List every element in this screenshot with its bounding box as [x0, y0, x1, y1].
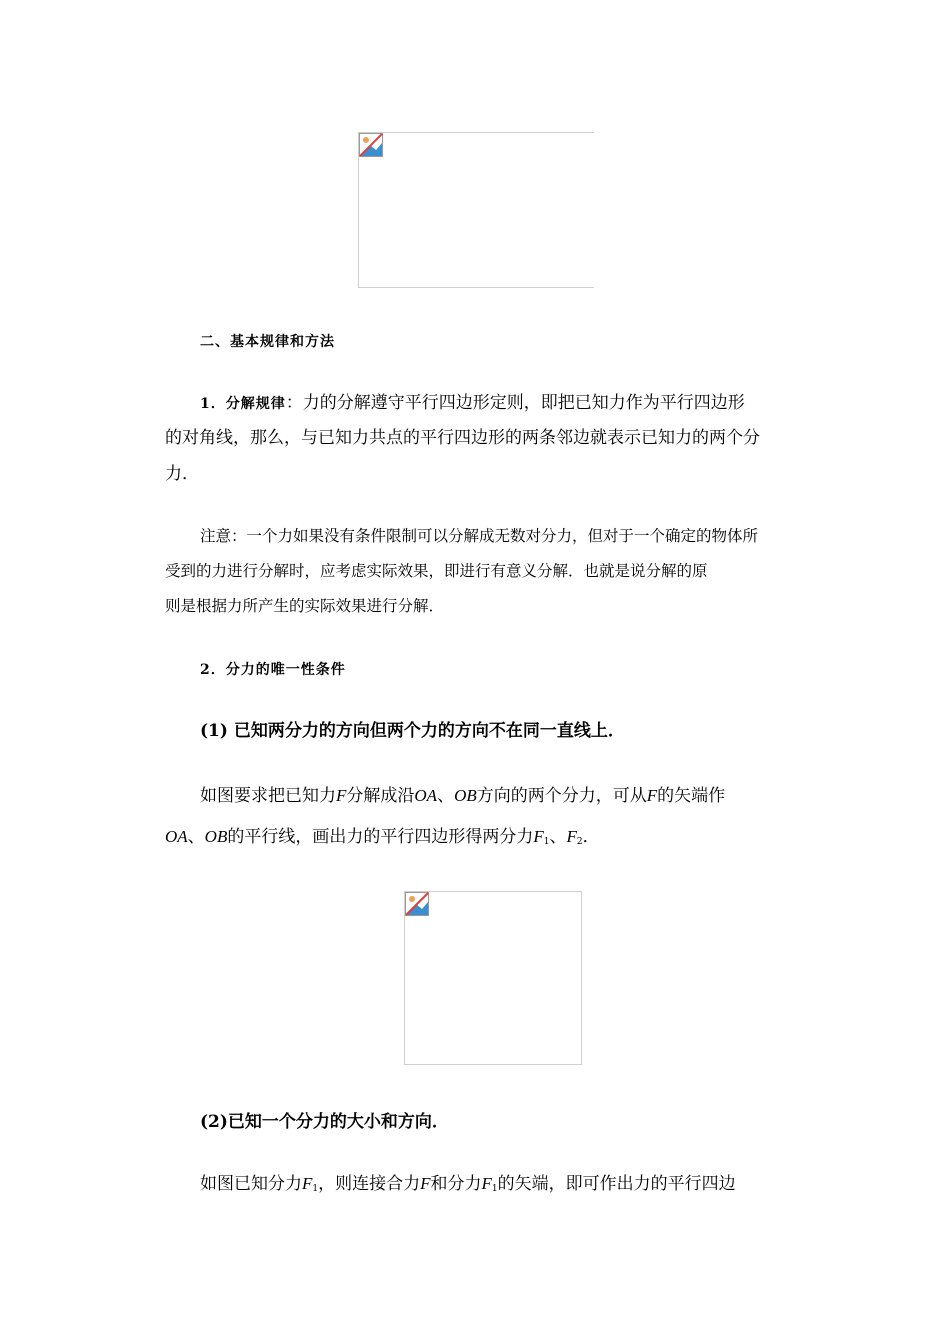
- case2-line1: 如图已知分力$F_1$，则连接合力F和分力$F_1$的矢端，即可作出力的平行四边: [200, 1174, 736, 1194]
- rule1-label: 1．分解规律: [200, 396, 286, 412]
- note-line3: 则是根据力所产生的实际效果进行分解．: [165, 597, 445, 615]
- note-line1: 注意：一个力如果没有条件限制可以分解成无数对分力，但对于一个确定的物体所: [200, 527, 759, 545]
- case1-heading: (1) 已知两分力的方向但两个力的方向不在同一直线上．: [200, 721, 625, 741]
- section-heading: 二、基本规律和方法: [200, 334, 335, 350]
- figure-placeholder-2: [404, 891, 582, 1065]
- case1-line2: OA、OB的平行线，画出力的平行四边形得两分力$F_1$、$F_2$．: [165, 827, 600, 847]
- rule2-heading: 2．分力的唯一性条件: [200, 662, 346, 678]
- rule1-line3: 力．: [165, 464, 199, 484]
- broken-image-icon: [359, 133, 383, 157]
- rule1-line2: 的对角线，那么，与已知力共点的平行四边形的两条邻边就表示已知力的两个分: [165, 428, 760, 448]
- rule1-line1: [200, 391, 745, 416]
- note-line2: 受到的力进行分解时，应考虑实际效果，即进行有意义分解．也就是说分解的原: [165, 562, 708, 580]
- case2-heading: (2)已知一个分力的大小和方向．: [200, 1112, 449, 1132]
- case1-line1: 如图要求把已知力F分解成沿OA、OB方向的两个分力，可从F的矢端作: [200, 786, 726, 806]
- figure-placeholder-1: [358, 132, 594, 288]
- broken-image-icon: [405, 892, 429, 916]
- rule1-text: ：力的分解遵守平行四边形定则，即把已知力作为平行四边形: [285, 393, 745, 413]
